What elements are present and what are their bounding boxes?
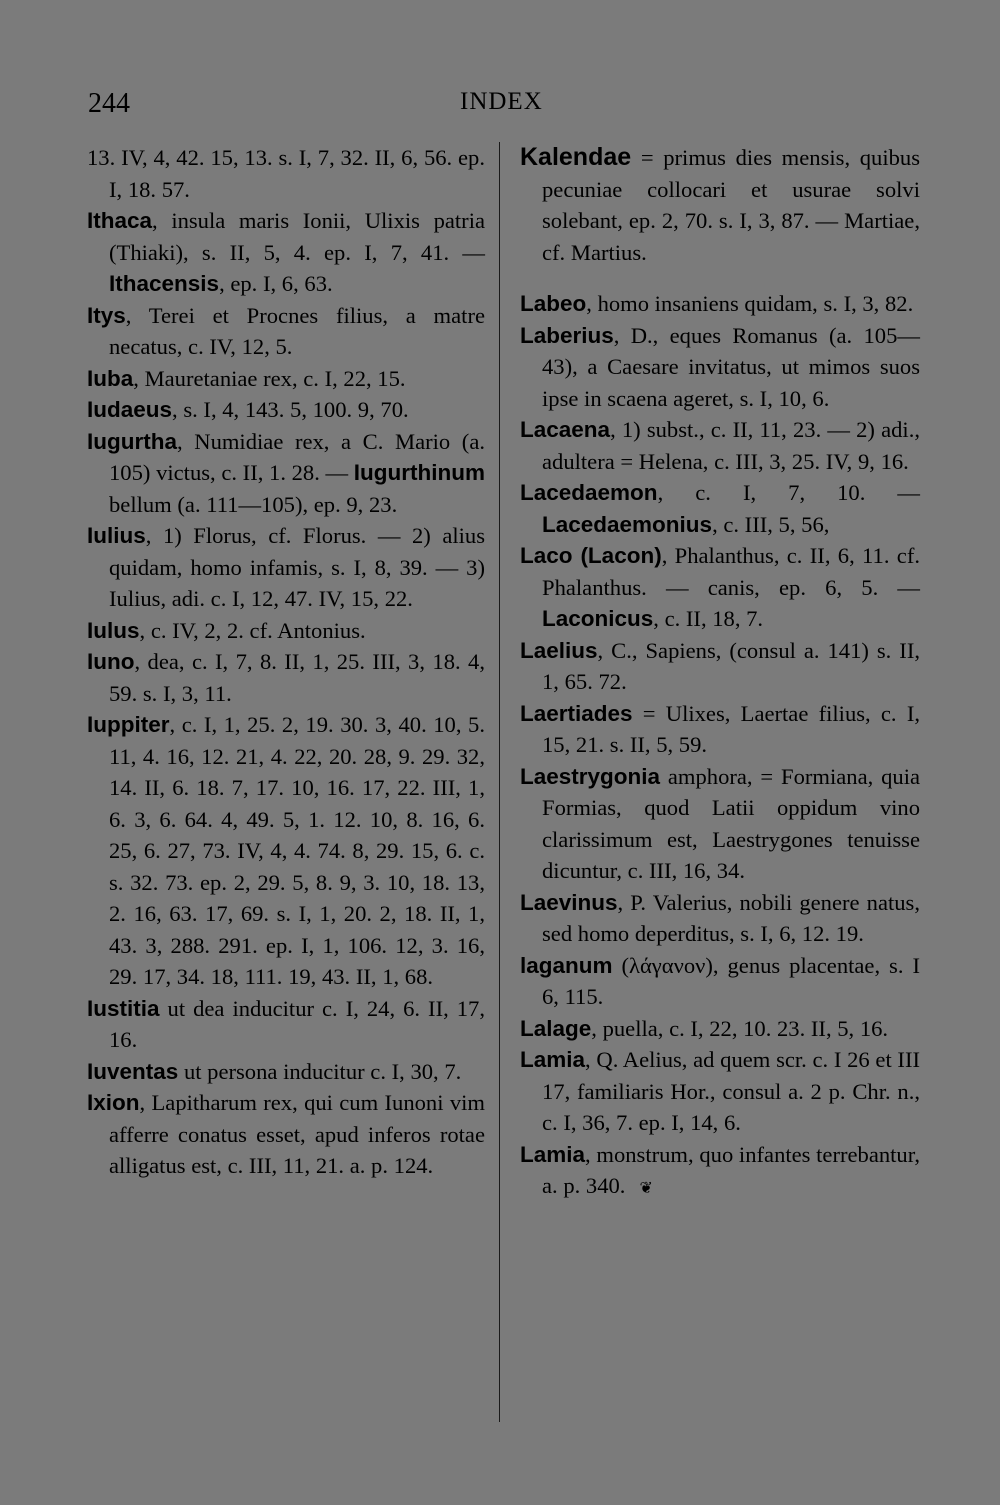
headword: Iustitia: [87, 995, 160, 1021]
entry-gap: [520, 268, 920, 288]
index-entry-continuation: 13. IV, 4, 42. 15, 13. s. I, 7, 32. II, 6, 56. ep. I, 18. 57.: [87, 145, 485, 202]
headword: Laconicus: [542, 606, 654, 631]
headword: Lacedaemon: [520, 480, 658, 505]
headword: Ithacensis: [109, 271, 220, 296]
page-number: 244: [88, 88, 130, 119]
headword: Iugurtha: [87, 428, 177, 454]
headword: Lamia: [520, 1141, 586, 1167]
index-entry-iulius: Iulius, 1) Florus, cf. Florus. — 2) alius quidam, homo infamis, s. I, 8, 39. — 3) Iulius, adi. c. I, 12, 47. IV, 15, 22.: [87, 523, 485, 611]
headword: Iuno: [87, 649, 135, 674]
index-entry-iustitia: Iustitia ut dea inducitur c. I, 24, 6. II, 17, 16.: [87, 995, 485, 1052]
headword: Iulius: [87, 523, 146, 548]
headword: Iuba: [87, 365, 134, 391]
index-entry-iulus: Iulus, c. IV, 2, 2. cf. Antonius.: [87, 617, 366, 643]
headword: Lalage: [520, 1015, 592, 1041]
index-entry-ixion: Ixion, Lapitharum rex, qui cum Iunoni vim afferre conatus esset, apud inferos rotae alligatus est, c. III, 11, 21. a. p. 124.: [87, 1090, 485, 1178]
headword: Iugurthinum: [353, 460, 485, 485]
page-header: [0, 88, 1000, 128]
headword: Ixion: [87, 1090, 140, 1115]
headword: Laestrygonia: [520, 763, 661, 789]
headword: Lacedaemonius: [542, 511, 713, 537]
index-entry-kalendae: Kalendae = primus dies mensis, quibus pecuniae collocari et usurae solvi solebant, ep. 2, 70. s. I, 3, 87. — Martiae, cf. Martius.: [520, 143, 920, 265]
headword: Laertiades: [520, 700, 633, 726]
index-entry-iuno: Iuno, dea, c. I, 7, 8. II, 1, 25. III, 3, 18. 4, 59. s. I, 3, 11.: [87, 649, 485, 706]
index-entry-iuventas: Iuventas ut persona inducitur c. I, 30, 7.: [87, 1058, 462, 1084]
headword: laganum: [520, 952, 613, 978]
index-entry-iugurtha: Iugurtha, Numidiae rex, a C. Mario (a. 105) victus, c. II, 1. 28. — Iugurthinum bellum (a. 111—105), ep. 9, 23.: [87, 428, 485, 517]
index-entry-lacedaemon: Lacedaemon, c. I, 7, 10. — Lacedaemonius, c. III, 5, 56,: [520, 480, 920, 537]
headword: Laevinus: [520, 889, 618, 915]
index-entry-lamia-monstrum: Lamia, monstrum, quo infantes terrebantur, a. p. 340. ❦: [520, 1141, 920, 1198]
index-entry-laertiades: Laertiades = Ulixes, Laertae filius, c. I, 15, 21. s. II, 5, 59.: [520, 700, 920, 757]
left-column: [87, 142, 485, 1182]
index-entry-laevinus: Laevinus, P. Valerius, nobili genere natus, sed homo deperditus, s. I, 6, 12. 19.: [520, 889, 920, 946]
index-entry-labeo: Labeo, homo insaniens quidam, s. I, 3, 82.: [520, 291, 914, 316]
index-entry-iuba: Iuba, Mauretaniae rex, c. I, 22, 15.: [87, 365, 406, 391]
index-entry-ithaca: Ithaca, insula maris Ionii, Ulixis patria (Thiaki), s. II, 5, 4. ep. I, 7, 41. — Ithacensis, ep. I, 6, 63.: [87, 208, 485, 296]
index-entry-lamia-aelius: Lamia, Q. Aelius, ad quem scr. c. I 26 et III 17, familiaris Hor., consul a. 2 p. Chr. n., c. I, 36, 7. ep. I, 14, 6.: [520, 1047, 920, 1135]
index-entry-laelius: Laelius, C., Sapiens, (consul a. 141) s. II, 1, 65. 72.: [520, 637, 920, 694]
index-entry-itys: Itys, Terei et Procnes filius, a matre necatus, c. IV, 12, 5.: [87, 302, 485, 359]
headword: Iulus: [87, 617, 140, 643]
index-entry-laestrygonia: Laestrygonia amphora, = Formiana, quia Formias, quod Latii oppidum vino clarissimum est, Laestrygones tenuisse dicuntur, c. III, 16, 34.: [520, 763, 920, 883]
index-entry-iudaeus: Iudaeus, s. I, 4, 143. 5, 100. 9, 70.: [87, 397, 409, 422]
running-title: INDEX: [460, 88, 543, 115]
right-column: [520, 142, 920, 1205]
headword: Kalendae: [520, 143, 632, 171]
headword: Laco (Lacon): [520, 543, 662, 568]
index-entry-lacaena: Lacaena, 1) subst., c. II, 11, 23. — 2) adi., adultera = Helena, c. III, 3, 25. IV, 9, 16.: [520, 417, 920, 474]
headword: Laelius: [520, 637, 598, 663]
index-entry-laberius: Laberius, D., eques Romanus (a. 105—43), a Caesare invitatus, ut mimos suos ipse in scaena ageret, s. I, 10, 6.: [520, 322, 920, 411]
headword: Itys: [87, 302, 126, 328]
column-divider: [499, 142, 500, 1422]
headword: Ithaca: [87, 208, 153, 233]
headword: Laberius: [520, 322, 614, 348]
index-entry-iuppiter: Iuppiter, c. I, 1, 25. 2, 19. 30. 3, 40. 10, 5. 11, 4. 16, 12. 21, 4. 22, 20. 28, 9. 29. 32, 14. II, 6. 18. 7, 17. 10, 16. 17, 22. III, 1, 6. 3, 6. 64. 4, 49. 5, 1. 12. 10, 8. 16, 6. 25, 6. 27, 73. IV, 4, 4. 74. 8, 29. 15, 6. c. s. 32. 73. ep. 2, 29. 5, 8. 9, 3. 10, 18. 13, 2. 16, 63. 17, 69. s. I, 1, 20. 2, 18. II, 1, 43. 3, 288. 291. ep. I, 1, 106. 12, 3. 16, 29. 17, 34. 18, 111. 19, 43. II, 1, 68.: [87, 712, 485, 989]
headword: Labeo: [520, 291, 587, 316]
fleuron-ornament: ❦: [639, 1180, 653, 1197]
headword: Iuppiter: [87, 712, 170, 737]
headword: Iudaeus: [87, 397, 173, 422]
headword: Lamia: [520, 1047, 586, 1072]
headword: Iuventas: [87, 1058, 179, 1084]
headword: Lacaena: [520, 417, 611, 442]
index-entry-laco: Laco (Lacon), Phalanthus, c. II, 6, 11. cf. Phalanthus. — canis, ep. 6, 5. — Laconicus, c. II, 18, 7.: [520, 543, 920, 631]
index-entry-laganum: laganum (λάγανον), genus placentae, s. I 6, 115.: [520, 952, 920, 1009]
index-entry-lalage: Lalage, puella, c. I, 22, 10. 23. II, 5, 16.: [520, 1015, 889, 1041]
